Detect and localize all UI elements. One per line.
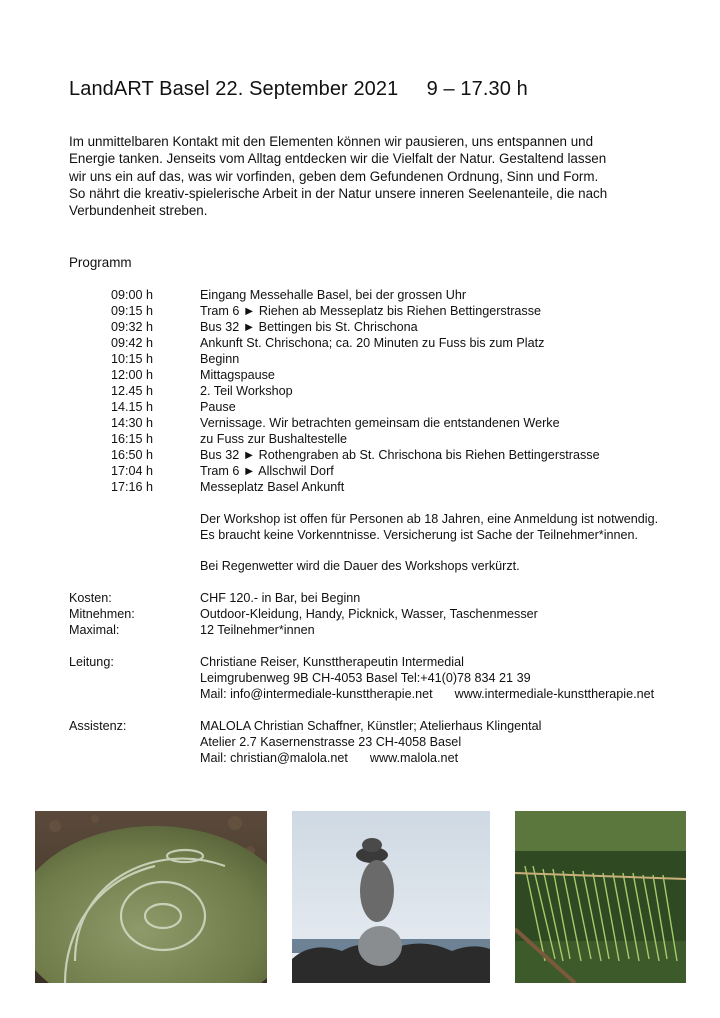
- assistenz-section: [69, 718, 541, 766]
- detail-label: Kosten:: [69, 591, 112, 605]
- schedule-time: 14:30 h: [111, 416, 154, 430]
- schedule-time: 12:00 h: [111, 368, 154, 382]
- assistenz-name: MALOLA Christian Schaffner, Künstler; Atelierhaus Klingental: [200, 719, 542, 733]
- detail-row: [69, 606, 538, 622]
- schedule-row: [111, 303, 600, 319]
- leitung-section: [69, 654, 654, 702]
- detail-value: CHF 120.- in Bar, bei Beginn: [200, 591, 361, 605]
- schedule-row: [111, 463, 600, 479]
- schedule-time: 09:15 h: [111, 304, 154, 318]
- intro-line: Verbundenheit streben.: [69, 203, 208, 219]
- schedule-desc: Pause: [200, 400, 236, 414]
- schedule-time: 12.45 h: [111, 384, 154, 398]
- schedule-row: [111, 415, 600, 431]
- schedule-desc: Eingang Messehalle Basel, bei der grossen Uhr: [200, 288, 467, 302]
- schedule-desc: 2. Teil Workshop: [200, 384, 293, 398]
- moss-stone-circles-photo: [35, 811, 267, 983]
- leitung-address: Leimgrubenweg 9B CH-4053 Basel Tel:+41(0)78 834 21 39: [200, 671, 531, 685]
- details-list: [69, 590, 538, 638]
- schedule-desc: Bus 32 ► Rothengraben ab St. Chrischona bis Riehen Bettingerstrasse: [200, 448, 600, 462]
- leitung-label: Leitung:: [69, 655, 114, 669]
- schedule-desc: Tram 6 ► Allschwil Dorf: [200, 464, 334, 478]
- leitung-web: www.intermediale-kunsttherapie.net: [454, 687, 655, 701]
- schedule-time: 17:16 h: [111, 480, 154, 494]
- rain-note: Bei Regenwetter wird die Dauer des Workshops verkürzt.: [200, 559, 520, 573]
- schedule-row: [111, 287, 600, 303]
- intro-line: wir uns ein auf das, was wir vorfinden, geben dem Gefundenen Ordnung, Sinn und Form.: [69, 168, 599, 184]
- detail-value: 12 Teilnehmer*innen: [200, 623, 315, 637]
- assistenz-address: Atelier 2.7 Kasernenstrasse 23 CH-4058 Basel: [200, 735, 462, 749]
- intro-line: Energie tanken. Jenseits vom Alltag entdecken wir die Vielfalt der Natur. Gestaltend lassen: [69, 151, 607, 167]
- stacked-stones-photo: [292, 811, 490, 983]
- leitung-mail: Mail: info@intermediale-kunsttherapie.net: [200, 687, 433, 701]
- leitung-name: Christiane Reiser, Kunsttherapeutin Intermedial: [200, 655, 464, 669]
- schedule-time: 16:15 h: [111, 432, 154, 446]
- schedule-row: [111, 479, 600, 495]
- schedule-desc: Bus 32 ► Bettingen bis St. Chrischona: [200, 320, 418, 334]
- schedule-row: [111, 319, 600, 335]
- schedule-desc: Tram 6 ► Riehen ab Messeplatz bis Riehen Bettingerstrasse: [200, 304, 541, 318]
- schedule-row: [111, 383, 600, 399]
- schedule-list: [111, 287, 600, 495]
- program-heading: Programm: [69, 255, 132, 270]
- schedule-desc: Vernissage. Wir betrachten gemeinsam die entstandenen Werke: [200, 416, 560, 430]
- schedule-row: [111, 399, 600, 415]
- schedule-time: 16:50 h: [111, 448, 154, 462]
- schedule-row: [111, 367, 600, 383]
- schedule-time: 10:15 h: [111, 352, 154, 366]
- workshop-notes: [200, 511, 658, 543]
- intro-line: Im unmittelbaren Kontakt mit den Elementen können wir pausieren, uns entspannen und: [69, 134, 594, 149]
- schedule-desc: Messeplatz Basel Ankunft: [200, 480, 345, 494]
- assistenz-web: www.malola.net: [369, 751, 459, 765]
- schedule-row: [111, 335, 600, 351]
- notes-line: Es braucht keine Vorkenntnisse. Versicherung ist Sache der Teilnehmer*innen.: [200, 528, 639, 542]
- detail-label: Mitnehmen:: [69, 607, 135, 621]
- intro-line: So nährt die kreativ-spielerische Arbeit in der Natur unsere inneren Seelenanteile, die nach: [69, 185, 608, 201]
- pine-needle-weave-photo: [515, 811, 686, 983]
- schedule-row: [111, 431, 600, 447]
- schedule-desc: Mittagspause: [200, 368, 275, 382]
- detail-value: Outdoor-Kleidung, Handy, Picknick, Wasser, Taschenmesser: [200, 607, 538, 621]
- schedule-desc: Ankunft St. Chrischona; ca. 20 Minuten zu Fuss bis zum Platz: [200, 336, 545, 350]
- page-title: LandART Basel 22. September 2021 9 – 17.30 h: [69, 78, 528, 100]
- detail-label: Maximal:: [69, 623, 120, 637]
- assistenz-mail: Mail: christian@malola.net: [200, 751, 348, 765]
- schedule-row: [111, 447, 600, 463]
- schedule-time: 14.15 h: [111, 400, 154, 414]
- notes-line: Der Workshop ist offen für Personen ab 18 Jahren, eine Anmeldung ist notwendig.: [200, 512, 659, 526]
- detail-row: [69, 622, 538, 638]
- schedule-desc: zu Fuss zur Bushaltestelle: [200, 432, 347, 446]
- assistenz-label: Assistenz:: [69, 719, 127, 733]
- detail-row: [69, 590, 538, 606]
- schedule-row: [111, 351, 600, 367]
- intro-paragraph: [69, 133, 699, 219]
- schedule-time: 17:04 h: [111, 464, 154, 478]
- schedule-time: 09:00 h: [111, 288, 154, 302]
- schedule-time: 09:42 h: [111, 336, 154, 350]
- schedule-time: 09:32 h: [111, 320, 154, 334]
- schedule-desc: Beginn: [200, 352, 240, 366]
